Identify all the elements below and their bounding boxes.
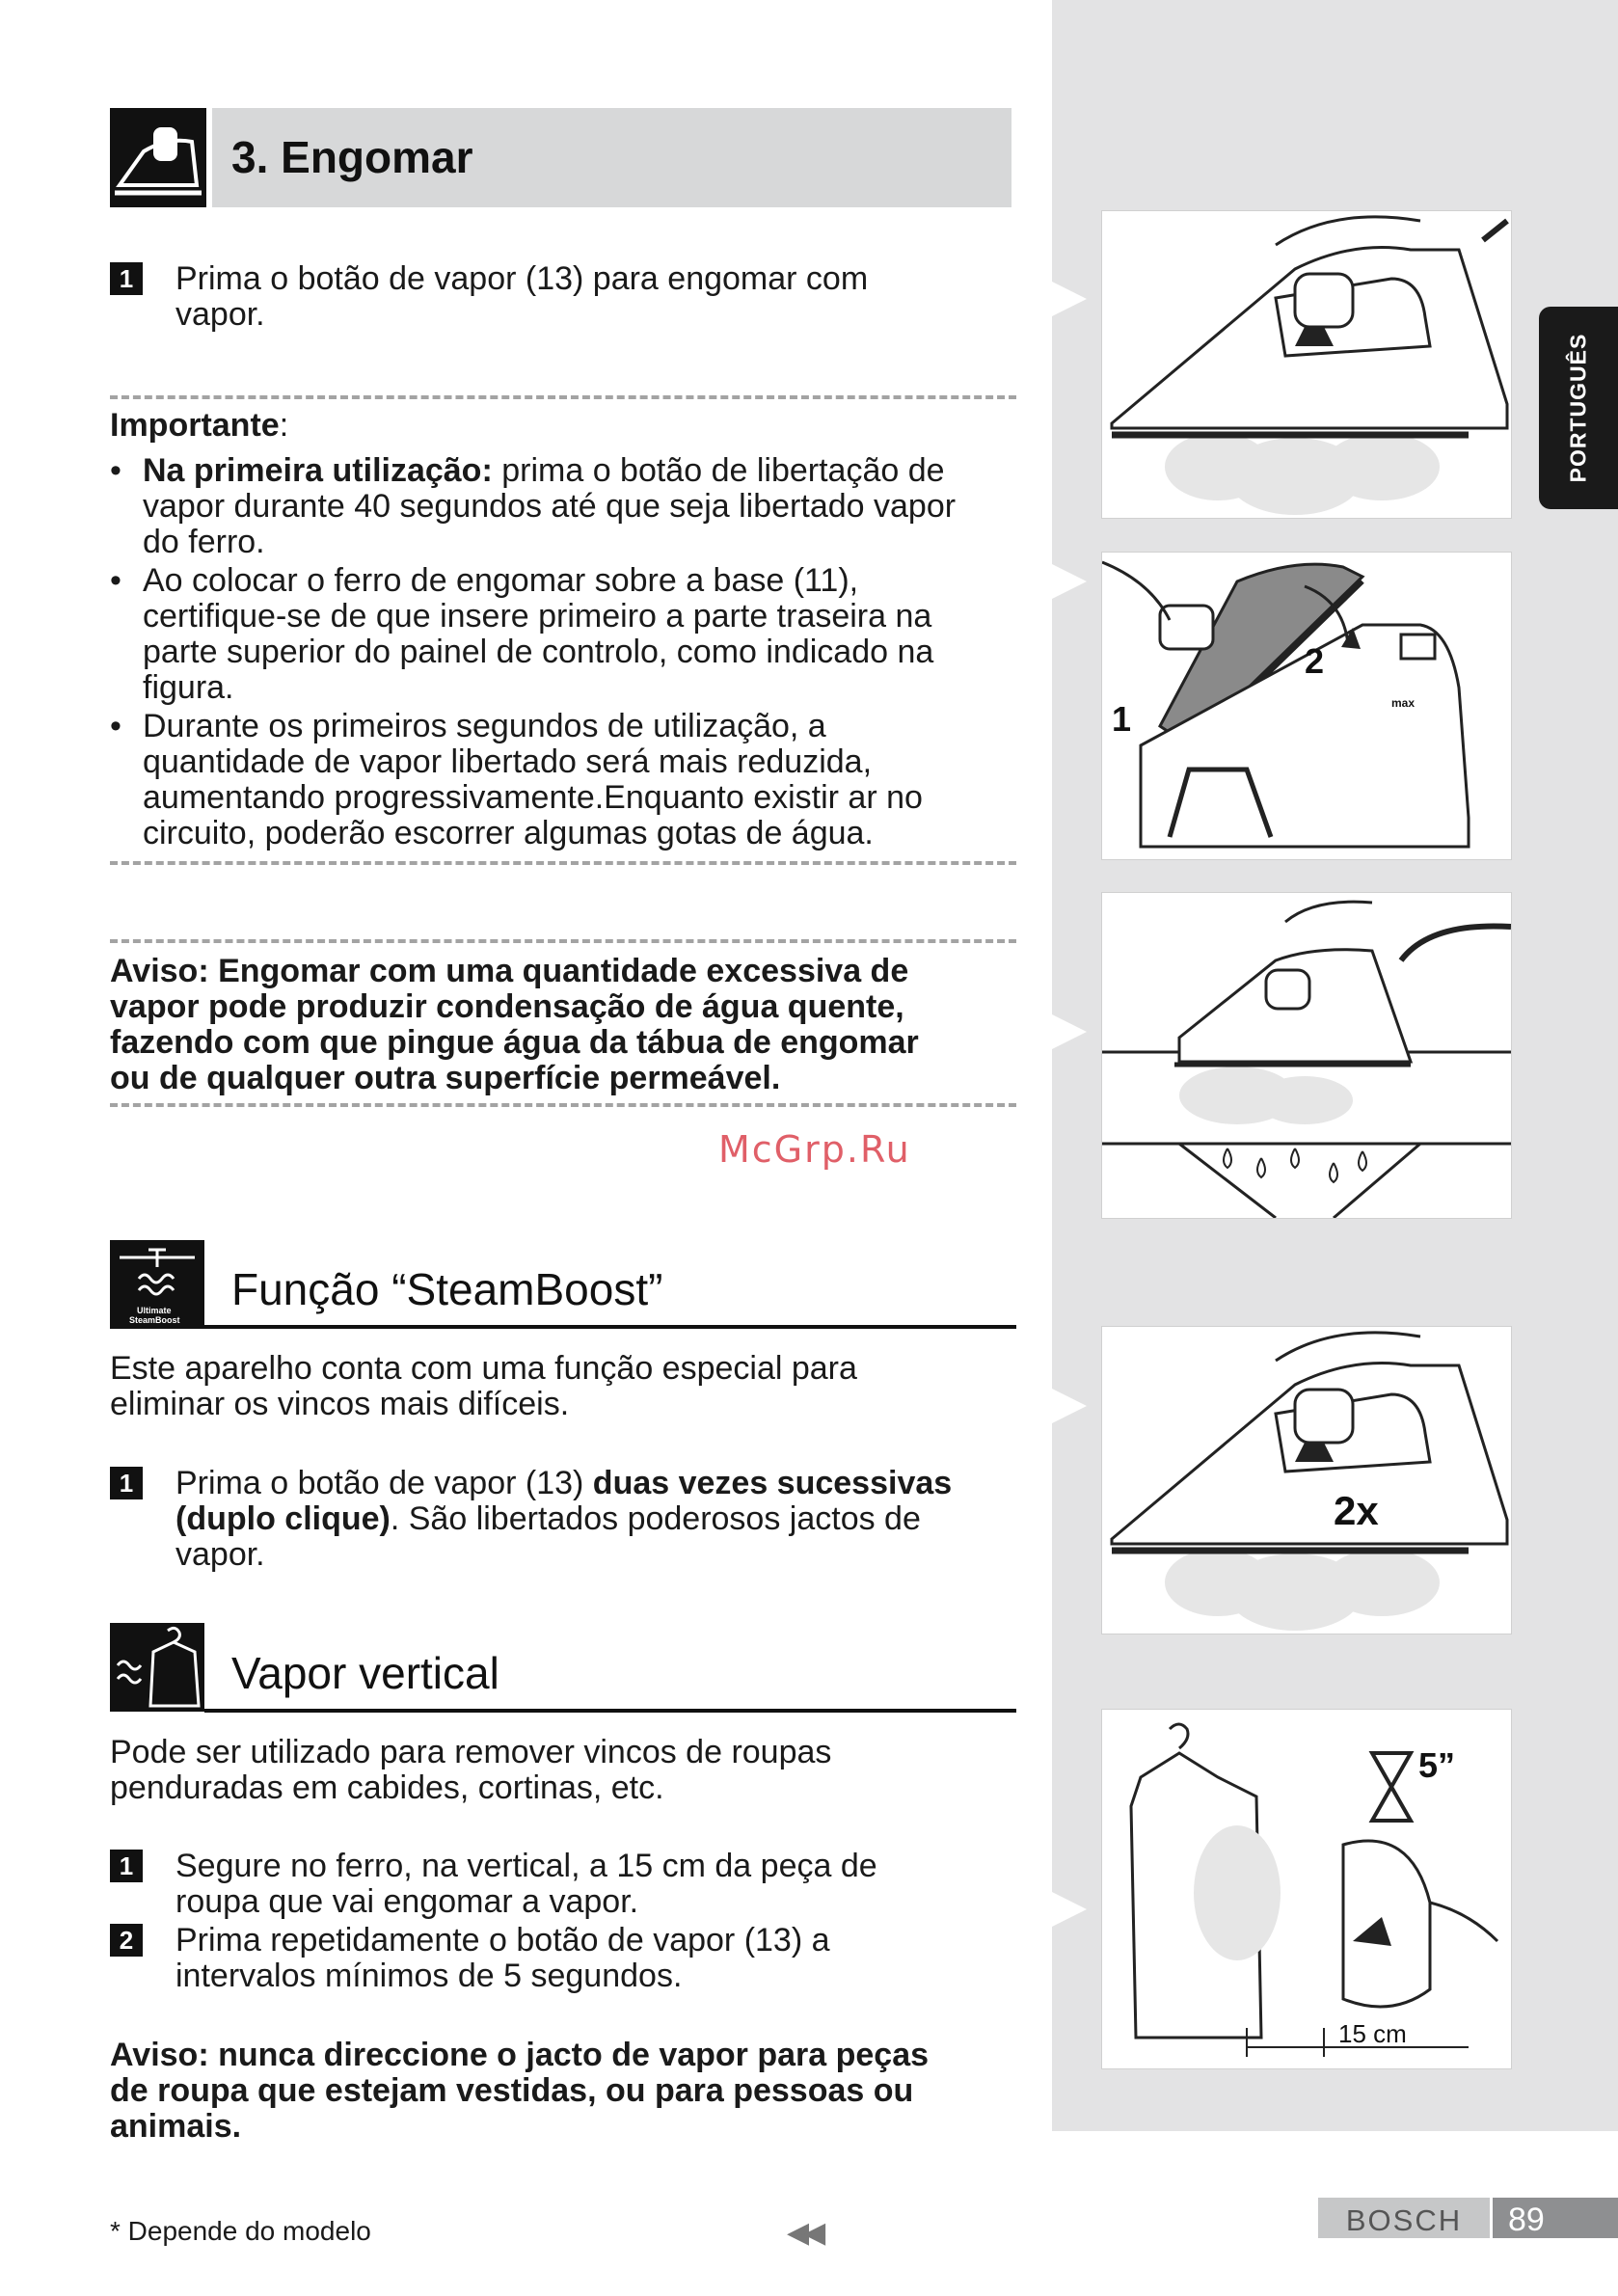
step-number: 1 [110, 1850, 143, 1882]
section-title: 3. Engomar [231, 132, 473, 182]
iron-steam-illustration [1102, 211, 1511, 518]
bullet-2-line-4: figura. [143, 669, 234, 706]
vapor-step1-line-1: Segure no ferro, na vertical, a 15 cm da peça de [175, 1848, 877, 1884]
steamboost-step-line-1: Prima o botão de vapor (13) duas vezes sucessivas [175, 1465, 953, 1501]
vapor-aviso-line-2: de roupa que estejam vestidas, ou para pessoas ou [110, 2072, 914, 2109]
bullet-3-line-4: circuito, poderão escorrer algumas gotas de água. [143, 815, 874, 851]
aviso-1-line-2: vapor pode produzir condensação de água quente, [110, 988, 904, 1025]
bullet-3-line-3: aumentando progressivamente.Enquanto existir ar no [143, 779, 923, 816]
figure-max-label: max [1391, 696, 1416, 710]
steamboost-icon-label-1: Ultimate [137, 1306, 172, 1315]
section-rule [204, 1325, 1016, 1329]
bullet-3-line-2: quantidade de vapor libertado será mais reduzida, [143, 743, 873, 780]
steamboost-step-line-2: (duplo clique). São libertados poderosos jactos de [175, 1500, 921, 1537]
vapor-intro-line-1: Pode ser utilizado para remover vincos de roupas [110, 1734, 832, 1770]
brand-badge [1318, 2198, 1490, 2238]
figure-pointer [1052, 282, 1087, 316]
step-number: 2 [110, 1924, 143, 1957]
vapor-aviso-line-3: animais. [110, 2108, 242, 2145]
steamboost-icon [110, 1240, 204, 1329]
figure-pointer [1052, 1389, 1087, 1423]
aviso-1-line-1: Aviso: Engomar com uma quantidade excessiva de [110, 953, 909, 989]
bullet-1-line-3: do ferro. [143, 524, 265, 560]
steamboost-title: Função “SteamBoost” [231, 1264, 663, 1314]
bullet-2-line-2: certifique-se de que insere primeiro a parte traseira na [143, 598, 932, 635]
page-number-badge [1493, 2198, 1618, 2238]
figure-label-2: 2 [1305, 641, 1325, 681]
figure-label-1: 1 [1112, 699, 1132, 739]
footnote: * Depende do modelo [110, 2216, 371, 2246]
bullet-3-line-1: Durante os primeiros segundos de utilização, a [143, 708, 826, 744]
vapor-vertical-title: Vapor vertical [231, 1648, 499, 1698]
vapor-step2-line-2: intervalos mínimos de 5 segundos. [175, 1958, 683, 1994]
dashed-divider [110, 861, 1016, 865]
bullet-marker: • [110, 452, 121, 489]
step-steam-line-1: Prima o botão de vapor (13) para engomar com [175, 260, 869, 297]
steamboost-step-line-3: vapor. [175, 1536, 265, 1573]
language-tab[interactable] [1539, 307, 1618, 509]
steamboost-intro-line-1: Este aparelho conta com uma função especial para [110, 1350, 857, 1387]
iron-steamboost-illustration [1102, 1327, 1511, 1634]
step-steam-line-2: vapor. [175, 296, 265, 333]
figure-pointer [1052, 1892, 1087, 1927]
bullet-marker: • [110, 708, 121, 744]
vapor-intro-line-2: penduradas em cabides, cortinas, etc. [110, 1769, 664, 1806]
dashed-divider [110, 395, 1016, 399]
figure-iron-board-drips [1101, 892, 1512, 1219]
steamboost-intro-line-2: eliminar os vincos mais difíceis. [110, 1386, 570, 1422]
iron-board-illustration [1102, 893, 1511, 1218]
bullet-marker: • [110, 562, 121, 599]
dashed-divider [110, 939, 1016, 943]
steamboost-icon-label-2: SteamBoost [129, 1315, 180, 1325]
brand-name: BOSCH [1345, 2203, 1463, 2237]
iron-base-illustration [1102, 553, 1511, 859]
previous-page-icon[interactable]: ◀◀ [787, 2217, 821, 2249]
aviso-1-line-3: fazendo com que pingue água da tábua de engomar [110, 1024, 919, 1061]
step-number: 1 [110, 1467, 143, 1499]
vertical-steam-illustration [1102, 1710, 1511, 2068]
bullet-2-line-3: parte superior do painel de controlo, como indicado na [143, 634, 934, 670]
bullet-2-line-1: Ao colocar o ferro de engomar sobre a base (11), [143, 562, 859, 599]
page-number: 89 [1508, 2201, 1545, 2238]
vapor-aviso-line-1: Aviso: nunca direccione o jacto de vapor para peças [110, 2037, 930, 2073]
bullet-1-line-1: Na primeira utilização: prima o botão de libertação de [143, 452, 945, 489]
figure-steam-boost [1101, 1326, 1512, 1634]
watermark: McGrp.Ru [718, 1128, 911, 1171]
ironing-icon [110, 108, 206, 207]
figure-pointer [1052, 1014, 1087, 1049]
language-tab-label: PORTUGUÊS [1565, 333, 1591, 483]
figure-2x-label: 2x [1334, 1488, 1379, 1533]
aviso-1-line-4: ou de qualquer outra superfície permeável. [110, 1060, 781, 1096]
figure-pointer [1052, 564, 1087, 599]
vertical-steam-icon [110, 1623, 204, 1712]
importante-heading: Importante: [110, 407, 289, 444]
figure-steam-iron [1101, 210, 1512, 519]
figure-vertical-steam [1101, 1709, 1512, 2069]
vapor-step1-line-2: roupa que vai engomar a vapor. [175, 1883, 639, 1920]
figure-5s-label: 5” [1418, 1745, 1456, 1785]
step-number: 1 [110, 262, 143, 295]
dashed-divider [110, 1103, 1016, 1107]
figure-iron-on-base [1101, 552, 1512, 860]
section-rule [204, 1709, 1016, 1713]
figure-15cm-label: 15 cm [1338, 2019, 1407, 2048]
bullet-1-line-2: vapor durante 40 segundos até que seja libertado vapor [143, 488, 957, 525]
vapor-step2-line-1: Prima repetidamente o botão de vapor (13) a [175, 1922, 830, 1958]
